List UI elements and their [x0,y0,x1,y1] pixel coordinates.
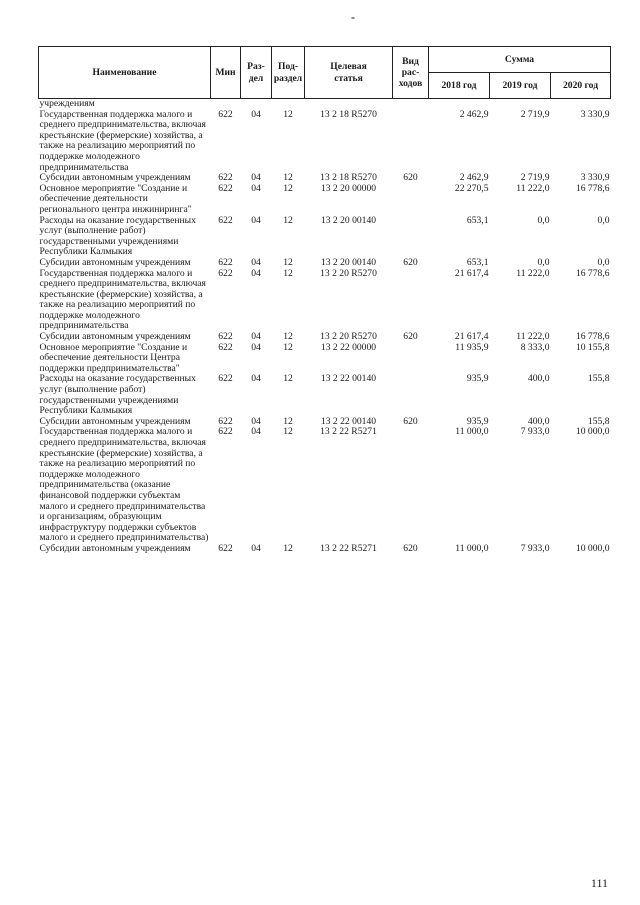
header-name: Наименование [39,47,211,99]
row-podrazdel: 12 [283,182,293,194]
row-sum-2018: 11 935,9 [455,341,489,353]
row-podrazdel: 12 [283,542,293,554]
header-razdel: Раз- дел [241,47,272,99]
row-vid [393,427,429,544]
row-sum-2019: 0,0 [537,256,550,268]
row-target: 13 2 22 00140 [320,415,377,427]
row-sum-2018: 21 617,4 [454,331,489,343]
row-sum-2020: 10 000,0 [575,426,610,438]
table-row [39,269,611,333]
row-target: 13 2 18 R5270 [320,108,377,120]
row-podrazdel: 12 [283,426,293,438]
row-sum-2019: 0,0 [537,214,550,226]
row-podrazdel: 12 [283,108,293,120]
row-target: 13 2 22 00000 [320,341,377,353]
row-min: 622 [218,267,233,279]
row-vid: 620 [403,172,418,184]
row-sum-2020: 3 330,9 [580,172,610,184]
table-row [39,343,611,375]
row-min: 622 [218,341,233,353]
row-sum-2020: 0,0 [597,214,610,226]
row-target: 13 2 18 R5270 [320,172,377,184]
row-razdel: 04 [251,542,261,554]
row-razdel: 04 [251,373,261,385]
table-row [39,427,611,544]
continuation-row [39,99,611,110]
row-razdel: 04 [251,415,261,427]
row-name: Субсидии автономным учреждениям [39,542,191,554]
row-sum-2019: 400,0 [527,373,550,385]
header-2018: 2018 год [429,73,490,99]
row-sum-2019: 400,0 [527,415,550,427]
row-sum-2018: 653,1 [466,256,489,268]
row-name: Государственная поддержка малого и среднего предпринимательства, включая крестьянские (фермерские) хозяйства, а также на реализацию мероприятий по поддержке молодежного предпринимательства [39,108,206,173]
row-podrazdel: 12 [283,214,293,226]
row-sum-2020: 155,8 [587,415,610,427]
row-name: Государственная поддержка малого и среднего предпринимательства, включая крестьянские (фермерские) хозяйства, а также на реализацию мероприятий по поддержке молодежного предпринимательства (оказание финансовой поддержки субъектам малого и среднего предпринимательства и организациям, образующим инфраструктуру поддержки субъектов малого и среднего предпринимательства) [39,426,209,544]
table-row [39,184,611,216]
row-razdel: 04 [251,182,261,194]
header-2020: 2020 год [551,73,611,99]
row-sum-2019: 7 933,0 [520,426,550,438]
row-sum-2018: 11 000,0 [455,542,489,554]
row-name: Субсидии автономным учреждениям [39,415,191,427]
row-vid: 620 [403,331,418,343]
row-razdel: 04 [251,267,261,279]
row-sum-2019: 11 222,0 [516,182,550,194]
row-min: 622 [218,373,233,385]
header-2019: 2019 год [490,73,551,99]
row-sum-2019: 2 719,9 [520,108,550,120]
row-sum-2020: 10 000,0 [575,542,610,554]
header-vid: Вид рас- ходов [393,47,429,99]
row-podrazdel: 12 [283,172,293,184]
row-razdel: 04 [251,331,261,343]
row-sum-2018: 2 462,9 [459,172,489,184]
row-vid [393,110,429,174]
header-podrazdel: Под- раздел [272,47,305,99]
row-sum-2018: 11 000,0 [455,426,489,438]
row-sum-2020: 16 778,6 [575,182,610,194]
row-sum-2020: 16 778,6 [575,267,610,279]
row-razdel: 04 [251,214,261,226]
row-vid: 620 [403,542,418,554]
row-sum-2018: 653,1 [466,214,489,226]
header-target: Целевая статья [305,47,393,99]
row-razdel: 04 [251,341,261,353]
row-vid [393,374,429,416]
header-min: Мин [211,47,241,99]
row-podrazdel: 12 [283,256,293,268]
row-name: Основное мероприятие "Создание и обеспечение деятельности Центра поддержки предпринимательства" [39,341,188,374]
continuation-text: учреждениям [39,98,95,109]
row-target: 13 2 20 00140 [320,256,377,268]
row-target: 13 2 22 R5271 [320,542,377,554]
row-razdel: 04 [251,426,261,438]
row-sum-2020: 16 778,6 [575,331,610,343]
row-min: 622 [218,415,233,427]
row-sum-2020: 3 330,9 [580,108,610,120]
row-razdel: 04 [251,172,261,184]
row-vid [393,216,429,258]
page-number: 111 [590,876,608,890]
row-sum-2019: 2 719,9 [520,172,550,184]
row-sum-2019: 11 222,0 [516,267,550,279]
row-sum-2018: 2 462,9 [459,108,489,120]
row-min: 622 [218,426,233,438]
row-sum-2019: 11 222,0 [516,331,550,343]
row-name: Расходы на оказание государственных услуг (выполнение работ) государственными учреждениями Республики Калмыкия [39,373,196,417]
row-target: 13 2 20 00000 [320,182,377,194]
table-row [39,374,611,416]
row-target: 13 2 22 00140 [320,373,377,385]
row-name: Основное мероприятие "Создание и обеспечение деятельности регионального центра инжиниринга" [39,182,192,215]
row-target: 13 2 22 R5271 [320,426,377,438]
row-sum-2018: 935,9 [466,373,489,385]
row-name: Субсидии автономным учреждениям [39,331,191,343]
top-mark: - [351,10,355,24]
row-sum-2020: 10 155,8 [575,341,610,353]
row-sum-2020: 0,0 [597,256,610,268]
row-sum-2020: 155,8 [587,373,610,385]
row-min: 622 [218,172,233,184]
table-row [39,110,611,174]
row-razdel: 04 [251,256,261,268]
row-min: 622 [218,182,233,194]
row-podrazdel: 12 [283,267,293,279]
table-row [39,258,611,269]
budget-table [38,46,611,555]
row-target: 13 2 20 R5270 [320,267,377,279]
row-sum-2019: 7 933,0 [520,542,550,554]
row-min: 622 [218,331,233,343]
row-min: 622 [218,256,233,268]
row-min: 622 [218,108,233,120]
row-podrazdel: 12 [283,415,293,427]
row-sum-2019: 8 333,0 [520,341,550,353]
row-vid [393,269,429,333]
row-podrazdel: 12 [283,341,293,353]
row-vid [393,184,429,216]
table-row [39,216,611,258]
row-name: Расходы на оказание государственных услуг (выполнение работ) государственными учреждениями Республики Калмыкия [39,214,196,258]
row-razdel: 04 [251,108,261,120]
row-target: 13 2 20 00140 [320,214,377,226]
row-podrazdel: 12 [283,373,293,385]
row-min: 622 [218,542,233,554]
row-name: Субсидии автономным учреждениям [39,172,191,184]
row-vid: 620 [403,256,418,268]
row-sum-2018: 21 617,4 [454,267,489,279]
row-sum-2018: 935,9 [466,415,489,427]
row-sum-2018: 22 270,5 [454,182,489,194]
row-vid: 620 [403,415,418,427]
row-podrazdel: 12 [283,331,293,343]
header-sum: Сумма [429,47,611,73]
table-row [39,544,611,555]
row-vid [393,343,429,375]
row-target: 13 2 20 R5270 [320,331,377,343]
row-name: Государственная поддержка малого и среднего предпринимательства, включая крестьянские (фермерские) хозяйства, а также на реализацию мероприятий по поддержке молодежного предпринимательства [39,267,206,332]
row-min: 622 [218,214,233,226]
row-name: Субсидии автономным учреждениям [39,256,191,268]
